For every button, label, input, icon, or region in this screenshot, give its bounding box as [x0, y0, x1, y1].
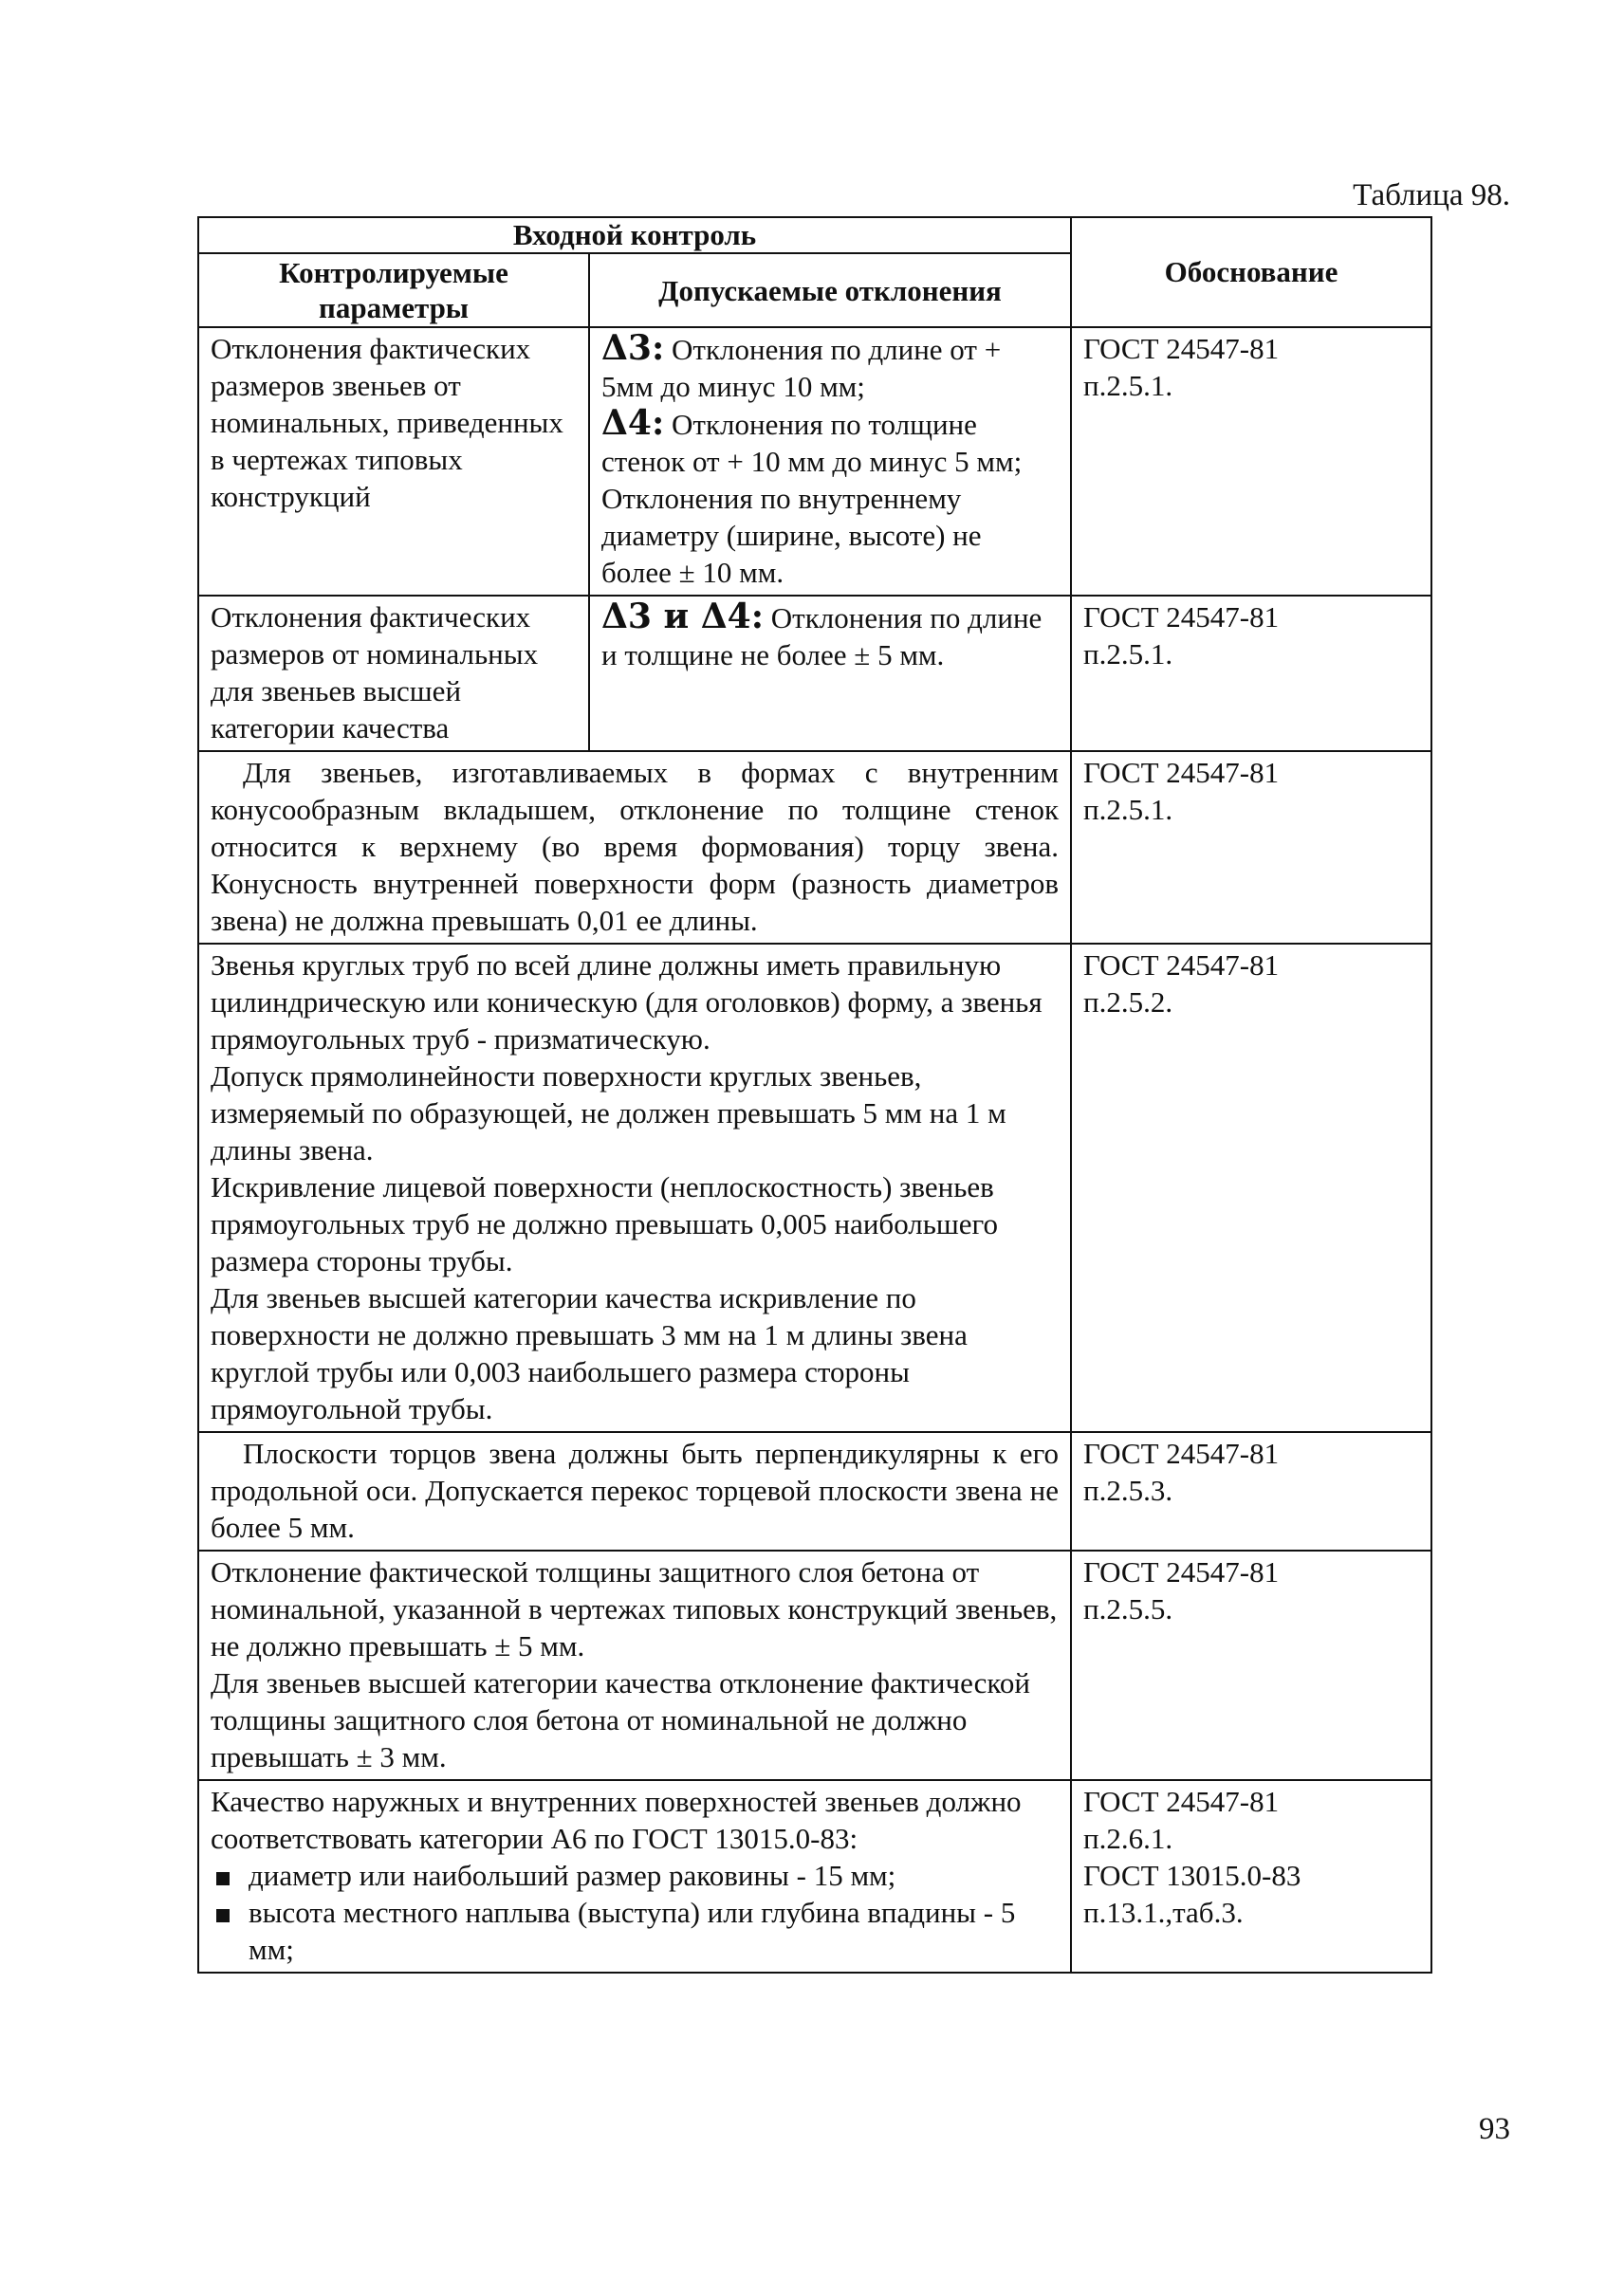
requirement-cell: Для звеньев, изготавливаемых в формах с внутренним конусообразным вкладышем, отклонение по толщине стенок относится к верхнему (во время формования) торцу звена. Конусность внутренней поверхности форм (разность диаметров звена) не должна превышать 0,01 ее длины. — [198, 751, 1071, 944]
header-group: Входной контроль — [198, 217, 1071, 253]
table-row — [198, 1432, 1431, 1551]
basis-cell: ГОСТ 24547-81 п.2.5.1. — [1071, 596, 1431, 751]
table-row — [198, 327, 1431, 596]
deviation-cell: Δ3: Отклонения по длине от + 5мм до минус 10 мм; Δ4: Отклонения по толщине стенок от + 10 мм до минус 5 мм; Отклонения по внутреннему диаметру (ширине, высоте) не более ± 10 мм. — [589, 327, 1071, 596]
square-bullet-icon — [216, 1909, 230, 1922]
table-row — [198, 596, 1431, 751]
param-cell: Отклонения фактических размеров от номинальных для звеньев высшей категории качества — [198, 596, 589, 751]
basis-cell: ГОСТ 24547-81 п.2.5.3. — [1071, 1432, 1431, 1551]
header-deviations: Допускаемые отклонения — [589, 253, 1071, 327]
list-item: диаметр или наибольший размер раковины - 15 мм; — [211, 1857, 1059, 1894]
basis-cell: ГОСТ 24547-81 п.2.5.1. — [1071, 327, 1431, 596]
basis-cell: ГОСТ 24547-81 п.2.5.2. — [1071, 944, 1431, 1432]
basis-cell: ГОСТ 24547-81 п.2.5.5. — [1071, 1551, 1431, 1780]
list-item: высота местного наплыва (выступа) или глубина впадины - 5 мм; — [211, 1894, 1059, 1968]
page-number: 93 — [1479, 2112, 1510, 2146]
table-row — [198, 1780, 1431, 1973]
requirement-cell: Отклонение фактической толщины защитного слоя бетона от номинальной, указанной в чертежах типовых конструкций звеньев, не должно превышать ± 5 мм. Для звеньев высшей категории качества отклонение фактической толщины защитного слоя бетона от номинальной не должно превышать ± 3 мм. — [198, 1551, 1071, 1780]
requirement-cell: Качество наружных и внутренних поверхностей звеньев должно соответствовать категории А6 по ГОСТ 13015.0-83: диаметр или наибольший размер раковины - 15 мм; высота местного наплыва (выступа) или глубина впадины - 5 мм; — [198, 1780, 1071, 1973]
requirement-cell: Плоскости торцов звена должны быть перпендикулярны к его продольной оси. Допускается перекос торцевой плоскости звена не более 5 мм. — [198, 1432, 1071, 1551]
table-caption: Таблица 98. — [1353, 178, 1510, 212]
table-row — [198, 944, 1431, 1432]
header-params: Контролируемые параметры — [198, 253, 589, 327]
control-table — [197, 216, 1432, 1974]
basis-cell: ГОСТ 24547-81 п.2.6.1. ГОСТ 13015.0-83 п.13.1.,таб.3. — [1071, 1780, 1431, 1973]
basis-cell: ГОСТ 24547-81 п.2.5.1. — [1071, 751, 1431, 944]
deviation-cell: Δ3 и Δ4: Отклонения по длине и толщине не более ± 5 мм. — [589, 596, 1071, 751]
header-basis: Обоснование — [1071, 217, 1431, 327]
table-row — [198, 1551, 1431, 1780]
param-cell: Отклонения фактических размеров звеньев от номинальных, приведенных в чертежах типовых конструкций — [198, 327, 589, 596]
table-row — [198, 751, 1431, 944]
requirement-cell: Звенья круглых труб по всей длине должны иметь правильную цилиндрическую или коническую (для оголовков) форму, а звенья прямоугольных труб - призматическую. Допуск прямолинейности поверхности круглых звеньев, измеряемый по образующей, не должен превышать 5 мм на 1 м длины звена. Искривление лицевой поверхности (неплоскостность) звеньев прямоугольных труб не должно превышать 0,005 наибольшего размера стороны трубы. Для звеньев высшей категории качества искривление по поверхности не должно превышать 3 мм на 1 м длины звена круглой трубы или 0,003 наибольшего размера стороны прямоугольной трубы. — [198, 944, 1071, 1432]
square-bullet-icon — [216, 1872, 230, 1885]
